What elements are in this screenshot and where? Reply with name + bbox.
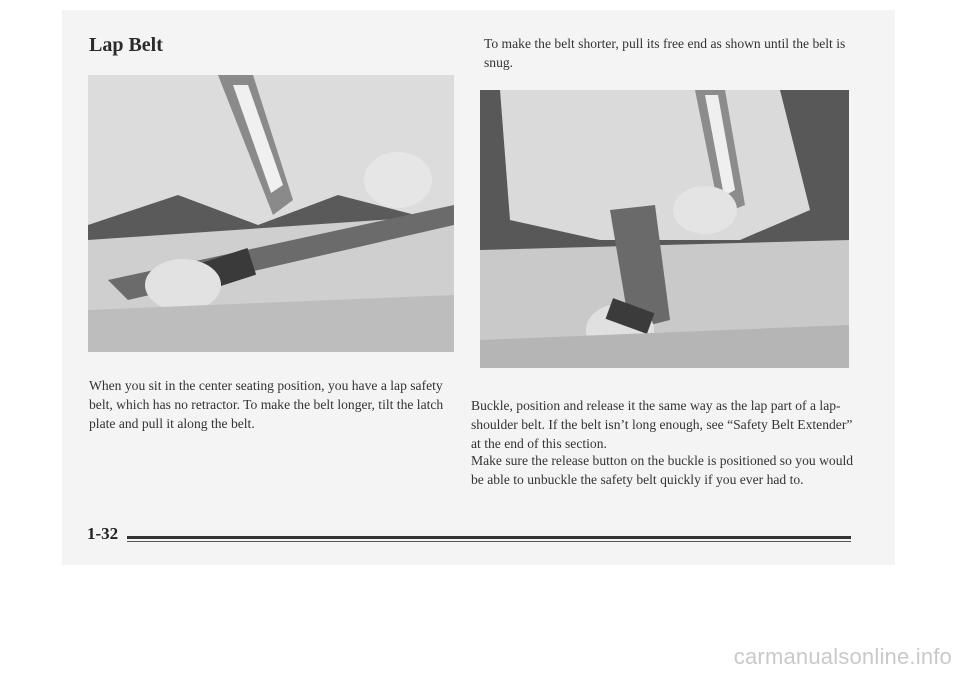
section-heading: Lap Belt (89, 34, 163, 56)
watermark: carmanualsonline.info (733, 644, 952, 669)
paragraph-buckle-position: Buckle, position and release it the same way as the lap part of a lap-shoulder belt. If the belt isn’t long enough, see “Safety Belt Extender” at the end of this section. (471, 398, 853, 451)
lap-belt-shorten-illustration (480, 90, 849, 368)
page-number: 1-32 (87, 524, 119, 543)
footer-rule-thin (127, 541, 851, 542)
footer-rule (127, 536, 851, 539)
lap-belt-lengthen-illustration (88, 75, 454, 352)
paragraph-shorten-belt: To make the belt shorter, pull its free end as shown until the belt is snug. (484, 36, 846, 70)
paragraph-center-seating: When you sit in the center seating position, you have a lap safety belt, which has no retractor. To make the belt longer, tilt the latch plate and pull it along the belt. (89, 378, 444, 431)
paragraph-release-button: Make sure the release button on the buckle is positioned so you would be able to unbuckle the safety belt quickly if you ever had to. (471, 453, 854, 487)
